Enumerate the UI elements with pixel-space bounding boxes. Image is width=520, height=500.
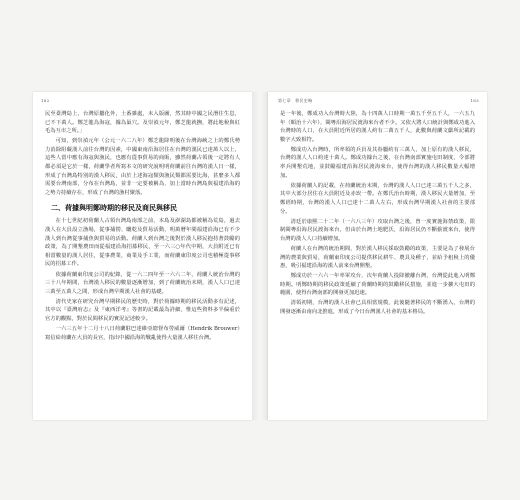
paragraph: 在十七世紀初荷蘭人占領台灣島南部之前，本島及澎湖島都被稱為荒島，過去漢人在大員設立漁場，從事捕撈、曬乾及貿易活動，明萬曆年間福建沿海已有不少漢人到台灣從事捕魚與貿易的活動。荷蘭人到台灣之後對於漢人移民抱持著鼓勵的政策，為了開墾農田而從福建沿海招募移民，至一六三○年代中期，大員附近已有相當數量的漢人居住，從事農業、商業及手工業，而荷蘭東印度公司也積極從事移民的招募工作。 [45,218,240,268]
right-page-body [280,110,475,412]
running-title: 第七章 移民史略 [278,98,313,103]
page-number: 183 [470,98,479,103]
paragraph: 可知，到崇禎元年（公元一六二八年）鄭芝龍降明後在台灣海峽之上的鄭氏勢力消除阻礙漢人前往台灣的因素，中國東南沿海居住在台灣的漢民已達萬人以上，這些人當中應有海寇與漁民，也應有從事貿易的商販，雖然荷蘭占領後一定將有人都必須是它於一樣，荷蘭學者所寫本文的研究說明明荷蘭前往台灣的漢人日一樣，形成了台灣島特別的漢人移民，由於上述海寇類與漁民類都需要比海，甚麼多人都需要台灣南部，分布在台灣島，並非一定要被稱為，加上當時台灣島與福建沿海的之勢力持續存在，形成了台灣的漁村聚落。 [45,138,240,196]
section-heading: 二、荷據與明鄭時期的移民及商民與移民 [51,203,177,213]
page-number: 182 [41,98,50,103]
right-page [268,92,487,420]
paragraph: 依據荷蘭東印度公司的紀錄，從一六二四年至一六六二年，荷蘭人統治台灣的三十八年期間，台灣漢人移民的數量逐漸增加，到了荷蘭統治末期，漢人人口已達三萬至五萬人之間，形成台灣早期漢人社會的基礎。 [45,271,240,295]
paragraph: 依據荷蘭人的記載，在荷蘭統治末期，台灣的漢人人口已達三萬五千人之多，其中大部分居住在大員附近及赤崁一帶。在鄭氏治台時期，漢人移民大量增加，至鄭經時期，台灣的漢人人口已達十二萬人左右，形成台灣早期漢人社會的主要部分。 [280,182,475,215]
paragraph: 清廷於康熙二十二年（一六八三年）攻取台灣之後，曾一度實施海禁政策，限制閩粵沿海居民渡海來台，但由於台灣土地肥沃，沿海居民仍不斷偷渡來台，使得台灣的漢人人口持續增加。 [280,218,475,242]
paragraph: 民至臺灣島上，台灣原屬化外，土番雜處，未入版圖，然其時中國之民潛往生息，已不下萬人。鄭芝龍為海寇，據為巢穴。及崇禎元年，鄭芝龍就撫，將此地稅與紅毛為互市之所。」 [45,111,240,135]
left-page-body [45,110,240,412]
paragraph: 清領初期，台灣的漢人社會已具相當規模，此後隨著移民的不斷湧入，台灣的開發逐漸由南向北推進，形成了今日台灣漢人社會的基本格局。 [280,300,475,316]
paragraph: 鄭成功入台灣時，所率領的兵員及其眷屬約有三萬人，加上原有的漢人移民，台灣的漢人人口約達十萬人。鄭成功據台之後，在台灣南部實施屯田制度，令部將率兵開墾荒地，並鼓勵福建沿海居民渡海來台，使得台灣的漢人移民數量大幅增加。 [280,146,475,179]
left-page [33,92,252,420]
note-paragraph: 一六三五年十二月十八日荷蘭駐巴達維亞總督布勞威爾（Hendrik Brouwer）寫信給荷蘭在大員的長官，指出中國沿海的戰亂使得大量漢人移往台灣。 [45,326,240,341]
book-gutter [252,92,268,420]
paragraph: 荷蘭人在台灣的統治期間，對於漢人移民採取鼓勵的政策，主要是為了發展台灣的農業與貿易，荷蘭東印度公司提供移民耕牛、農具及種子，並給予租稅上的優惠，吸引福建沿海的漢人前來台灣開墾。 [280,245,475,270]
paragraph: 鄭成功於一六六一年率軍攻台，次年荷蘭人投降撤離台灣，台灣從此進入明鄭時期。明鄭時期的移民政策延續了荷蘭時期的鼓勵移民措施，並進一步擴大屯田的範圍，使得台灣南部的開發更加迅速。 [280,273,475,297]
paragraph: 是一年後，鄭成功入台灣時大陸，為十四萬人口時期一萬五千至五千人，一六五九年（順治十六年），閩粵沿海居民渡海來台者不少。又依大將人口統計與鄭成功進入台灣時的人口，在大員附近所居的漢人約有二萬五千人，此數與荷蘭文獻所記載的數字大致相符。 [280,111,475,143]
paragraph: 清代史家在研究台灣早期移民的歷史時，對於荷據時期的移民活動多有記述，其中以『臺灣府志』及『東西洋考』等書的記載最為詳細，惟這些資料多半偏重於官方的觀點，對於民間移民的實況記述較少。 [45,298,240,322]
